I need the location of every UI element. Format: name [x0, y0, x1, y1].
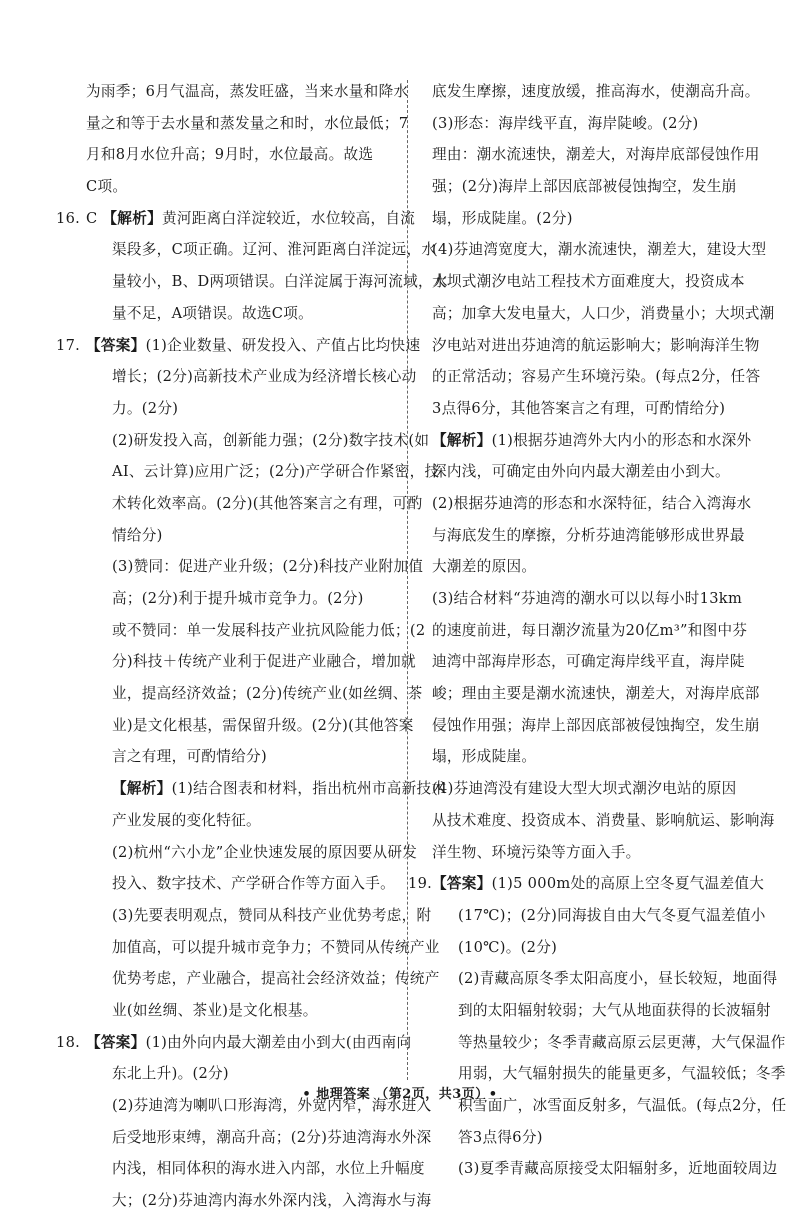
text-line	[432, 963, 778, 995]
text-line	[432, 456, 764, 488]
line-text: 积雪面广，冰雪面反射多，气温低。(每点2分，任	[458, 1097, 787, 1114]
line-text: (2)研发投入高，创新能力强；(2分)数字技术(如	[112, 431, 430, 449]
text-line	[56, 203, 418, 235]
question-number: 19.	[408, 875, 433, 893]
text-line	[432, 1027, 786, 1059]
line-text: 【答案】(1)5 000m处的高原上空冬夏气温差值大	[432, 875, 765, 893]
text-line	[86, 900, 432, 932]
line-text: (10℃)。(2分)	[458, 938, 558, 956]
text-line	[432, 583, 764, 615]
text-line	[86, 108, 418, 140]
text-line	[432, 615, 764, 647]
line-text: 用弱，大气辐射损失的能量更多，气温较低；冬季	[458, 1065, 786, 1083]
line-text: 量较小，B、D两项错误。白洋淀属于海河流域，水	[112, 273, 448, 291]
line-text: 洋生物、环境污染等方面入手。	[432, 843, 641, 861]
line-text: 答3点得6分)	[458, 1128, 543, 1146]
text-line	[432, 330, 764, 362]
line-text: 强；(2分)海岸上部因底部被侵蚀掏空，发生崩	[432, 178, 737, 196]
text-line	[86, 393, 418, 425]
line-text: (3)形态：海岸线平直，海岸陡峻。(2分)	[432, 114, 699, 132]
text-line	[432, 139, 764, 171]
text-line	[86, 425, 430, 457]
text-line	[86, 615, 426, 647]
text-line	[432, 1153, 778, 1185]
line-text: 为雨季；6月气温高，蒸发旺盛，当来水量和降水	[86, 83, 409, 100]
line-text: 业，提高经济效益；(2分)传统产业(如丝绸、茶	[112, 685, 423, 703]
text-line	[432, 234, 767, 266]
text-line	[86, 710, 418, 742]
text-line	[86, 361, 418, 393]
line-text: (3)赞同：促进产业升级；(2分)科技产业附加值	[112, 558, 424, 576]
line-text: 【解析】(1)结合图表和材料，指出杭州市高新技术	[112, 780, 447, 798]
text-line	[86, 741, 418, 773]
text-line	[432, 203, 764, 235]
text-line	[86, 995, 418, 1027]
text-line	[432, 805, 775, 837]
text-line	[432, 837, 764, 869]
line-text: 的速度前进，每日潮汐流量为20亿m³”和图中芬	[432, 621, 748, 639]
line-text: 力。(2分)	[112, 399, 179, 417]
line-text: 塌，形成陡崖。	[432, 748, 537, 766]
text-line	[86, 805, 418, 837]
line-text: 业)是文化根基，需保留升级。(2分)(其他答案	[112, 716, 414, 734]
line-text: AI、云计算)应用广泛；(2分)产学研合作紧密，技	[112, 463, 440, 481]
text-line	[432, 710, 764, 742]
line-text: 言之有理，可酌情给分)	[112, 748, 267, 766]
line-text: 月和8月水位升高；9月时，水位最高。故选	[86, 146, 374, 164]
line-text: 迪湾中部海岸形态，可确定海岸线平直，海岸陡	[432, 653, 745, 671]
line-text: 东北上升)。(2分)	[112, 1065, 229, 1083]
line-text: 3点得6分，其他答案言之有理，可酌情给分)	[432, 399, 726, 417]
line-text: (17℃)；(2分)同海拔自由大气冬夏气温差值小	[458, 906, 766, 924]
text-line	[86, 773, 447, 805]
text-line	[432, 488, 764, 520]
line-text: 到的太阳辐射较弱；大气从地面获得的长波辐射	[458, 1001, 771, 1019]
text-line	[86, 932, 440, 964]
text-line	[86, 1185, 432, 1217]
line-text: 量不足，A项错误。故选C项。	[112, 304, 314, 322]
line-text: 情给分)	[112, 526, 163, 544]
line-text: 大潮差的原因。	[432, 558, 537, 576]
question-number: 16.	[56, 209, 81, 227]
text-line	[432, 741, 764, 773]
text-line	[86, 646, 418, 678]
text-line	[86, 234, 437, 266]
line-text: 等热量较少；冬季青藏高原云层更薄，大气保温作	[458, 1033, 786, 1051]
text-line	[432, 678, 764, 710]
text-line	[86, 963, 440, 995]
line-text: 量之和等于去水量和蒸发量之和时，水位最低；7	[86, 114, 409, 132]
line-text: 投入、数字技术、产学研合作等方面入手。	[112, 875, 395, 893]
text-line	[86, 171, 418, 203]
line-text: 峻；理由主要是潮水流速快，潮差大，对海岸底部	[432, 685, 760, 703]
line-text: (3)先要表明观点，赞同从科技产业优势考虑，附	[112, 906, 432, 924]
text-line	[86, 76, 418, 108]
text-line	[432, 171, 764, 203]
line-text: 优势考虑，产业融合，提高社会经济效益；传统产	[112, 970, 440, 988]
line-text: C 【解析】黄河距离白洋淀较近，水位较高，自流	[86, 209, 416, 227]
line-text: 渠段多，C项正确。辽河、淮河距离白洋淀远，水	[112, 241, 437, 259]
line-text: (2)芬迪湾为喇叭口形海湾，外宽内窄，海水进入	[112, 1097, 432, 1114]
line-text: 分)科技＋传统产业利于促进产业融合，增加就	[112, 653, 416, 671]
text-line	[86, 266, 448, 298]
column-divider	[407, 80, 408, 1080]
line-text: 深内浅，可确定由外向内最大潮差由小到大。	[432, 463, 730, 481]
text-line	[432, 646, 764, 678]
text-line	[432, 932, 764, 964]
question-number: 18.	[56, 1033, 81, 1051]
text-line	[86, 488, 423, 520]
text-line	[432, 425, 764, 457]
text-line	[432, 900, 764, 932]
line-text: 汐电站对进出芬迪湾的航运影响大；影响海洋生物	[432, 336, 760, 354]
question-number: 17.	[56, 336, 81, 354]
text-line	[86, 868, 418, 900]
text-line	[432, 108, 764, 140]
text-line	[86, 678, 423, 710]
line-text: (2)杭州“六小龙”企业快速发展的原因要从研发	[112, 843, 418, 861]
text-line	[432, 551, 764, 583]
line-text: 加值高，可以提升城市竞争力；不赞同从传统产业	[112, 938, 440, 956]
line-text: (2)青藏高原冬季太阳高度小，昼长较短，地面得	[458, 970, 778, 988]
line-text: 【答案】(1)企业数量、研发投入、产值占比均快速	[86, 336, 421, 354]
line-text: (3)夏季青藏高原接受太阳辐射多，近地面较周边	[458, 1160, 778, 1178]
line-text: 或不赞同：单一发展科技产业抗风险能力低；(2	[112, 621, 426, 639]
line-text: 【解析】(1)根据芬迪湾外大内小的形态和水深外	[432, 431, 752, 449]
line-text: 大；(2分)芬迪湾内海水外深内浅，入湾海水与海	[112, 1192, 432, 1210]
line-text: 业(如丝绸、茶业)是文化根基。	[112, 1001, 318, 1019]
line-text: (3)结合材料“芬迪湾的潮水可以以每小时13km	[432, 590, 743, 607]
line-text: 理由：潮水流速快，潮差大，对海岸底部侵蚀作用	[432, 146, 760, 164]
text-line	[432, 1122, 764, 1154]
text-line	[86, 139, 418, 171]
line-text: 底发生摩擦，速度放缓，推高海水，使潮高升高。	[432, 83, 760, 100]
line-text: 侵蚀作用强；海岸上部因底部被侵蚀掏空，发生崩	[432, 716, 760, 734]
line-text: 增长；(2分)高新技术产业成为经济增长核心动	[112, 368, 417, 386]
text-line	[432, 520, 764, 552]
line-text: 从技术难度、投资成本、消费量、影响航运、影响海	[432, 811, 775, 829]
text-line	[86, 583, 418, 615]
text-line	[86, 1153, 425, 1185]
text-line	[432, 995, 771, 1027]
text-line	[86, 1122, 432, 1154]
text-line	[432, 298, 775, 330]
text-line	[432, 361, 764, 393]
line-text: 内浅，相同体积的海水进入内部，水位上升幅度	[112, 1160, 425, 1178]
text-line	[86, 837, 418, 869]
page-footer: • 地理答案 （第2页，共3页）•	[302, 1087, 498, 1102]
line-text: 【答案】(1)由外向内最大潮差由小到大(由西南向	[86, 1033, 412, 1051]
text-line	[432, 76, 764, 108]
line-text: 高；加拿大发电量大，人口少，消费量小；大坝式潮	[432, 304, 775, 322]
line-text: 高；(2分)利于提升城市竞争力。(2分)	[112, 590, 364, 607]
line-text: (2)根据芬迪湾的形态和水深特征，结合入湾海水	[432, 494, 752, 512]
text-line	[56, 330, 421, 362]
text-line	[432, 393, 764, 425]
line-text: 大坝式潮汐电站工程技术方面难度大，投资成本	[432, 273, 745, 291]
line-text: 产业发展的变化特征。	[112, 811, 261, 829]
line-text: 术转化效率高。(2分)(其他答案言之有理，可酌	[112, 494, 423, 512]
line-text: 后受地形束缚，潮高升高；(2分)芬迪湾海水外深	[112, 1128, 432, 1146]
right-column	[408, 76, 787, 1185]
line-text: 与海底发生的摩擦，分析芬迪湾能够形成世界最	[432, 526, 745, 544]
line-text: (4)芬迪湾宽度大，潮水流速快，潮差大，建设大型	[432, 241, 767, 259]
line-text: C项。	[86, 178, 128, 196]
text-line	[432, 773, 764, 805]
text-line	[86, 520, 418, 552]
text-line	[86, 298, 418, 330]
text-line	[432, 266, 764, 298]
line-text: (4)芬迪湾没有建设大型大坝式潮汐电站的原因	[432, 780, 737, 798]
text-line	[86, 551, 424, 583]
text-line	[56, 1027, 418, 1059]
line-text: 的正常活动；容易产生环境污染。(每点2分，任答	[432, 368, 761, 386]
line-text: 塌，形成陡崖。(2分)	[432, 209, 573, 227]
text-line	[86, 456, 440, 488]
text-line	[408, 868, 764, 900]
